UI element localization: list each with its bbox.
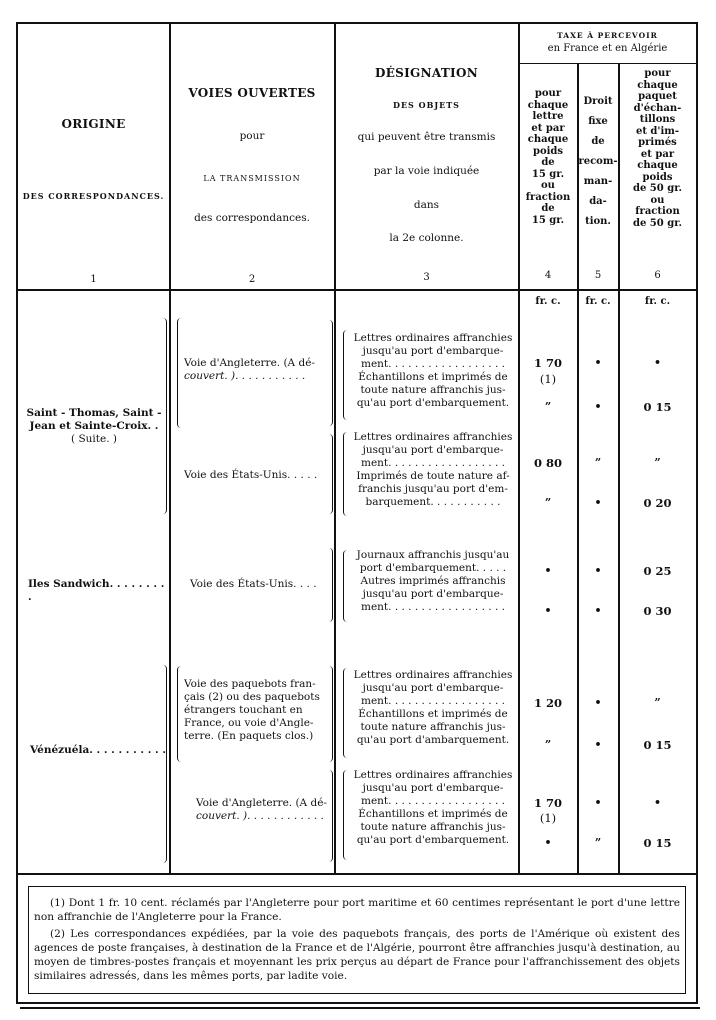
voie-paquebots: Voie des paquebots fran- çais (2) ou des paquebots étrangers touchant en France, ou voie d'Angle- terre. (En paquets clos.): [184, 678, 320, 742]
val-ven-a2-c4: ”: [544, 738, 552, 751]
val-ven-b1-c4b: (1): [539, 811, 557, 825]
voie-angleterre-2: Voie d'Angleterre. (A dé- couvert. ). . . . . . . . . . . .: [196, 797, 327, 822]
header-col5: Droit fixe de recom- man- da- tion.: [578, 96, 618, 227]
val-st-a2-c4: ”: [544, 400, 552, 413]
val-ven-b2-c5: ”: [594, 836, 602, 849]
voie-etats-unis-1: Voie des États-Unis. . . . .: [184, 469, 318, 481]
header-qui-peuvent: qui peuvent être transmis: [357, 131, 496, 143]
header-taxe-a-percevoir: TAXE À PERCEVOIR: [557, 31, 658, 40]
table-bottom-rule: [18, 873, 696, 875]
header-num-1: 1: [90, 274, 97, 285]
header-num-6: 6: [654, 270, 661, 281]
desig-sandwich: Journaux affranchis jusqu'au port d'embarquement. . . . . Autres imprimés affranchis jusqu'au port d'embarque- ment. . . . . . . . . . . . . . . . . .: [356, 549, 510, 613]
header-num-4: 4: [544, 270, 552, 281]
val-sw-1-c4: •: [544, 564, 552, 577]
val-st-b2-c5: •: [594, 496, 602, 509]
desig-st-thomas-a: Lettres ordinaires affranchies jusqu'au port d'embarque- ment. . . . . . . . . . . . . . . . . . Échantillons et imprimés de toute nature affranchis jus- qu'au port d'embarquement.: [353, 332, 513, 409]
val-st-a2-c6: 0 15: [643, 400, 672, 414]
voie-angleterre-1: Voie d'Angleterre. (A dé- couvert. ). . . . . . . . . . .: [184, 357, 315, 382]
frame-bottom: [16, 1002, 698, 1004]
header-voies-ouvertes: VOIES OUVERTES: [188, 86, 316, 100]
header-col6: pour chaque paquet d'échan- tillons et d'im- primés et par chaque poids de 50 gr. ou fraction de 50 gr.: [632, 68, 683, 229]
desig-venezuela-b: Lettres ordinaires affranchies jusqu'au port d'embarque- ment. . . . . . . . . . . . . . . . . . Échantillons et imprimés de toute nature affranchis jus- qu'au port d'embarquement.: [353, 769, 513, 846]
header-num-5: 5: [594, 270, 602, 281]
brace-voie-ven-b-right: [326, 770, 333, 862]
footnote-2: (2) Les correspondances expédiées, par la voie des paquebots français, des ports de l'Amérique où existent des agences de poste françaises, à destination de la France et de l'Algérie, pourront être affranchies jusqu'à destination, au moyen de timbres-postes français et moyennant les prix perçus au départ de France pour l'affranchissement des objets similaires adressés, dans les mêmes ports, par ladite voie.: [34, 928, 680, 982]
val-ven-a2-c6: 0 15: [643, 738, 672, 752]
header-pour: pour: [239, 130, 265, 142]
brace-voie-a: [177, 318, 184, 428]
frame-right: [696, 22, 698, 1004]
header-des-correspondances: DES CORRESPONDANCES.: [22, 191, 165, 201]
val-st-b2-c6: 0 20: [643, 496, 672, 510]
val-st-a1-c4b: (1): [539, 372, 557, 386]
val-st-a2-c5: •: [594, 400, 602, 413]
val-ven-b1-c5: •: [594, 796, 602, 809]
frame-bottom-shadow: [20, 1007, 700, 1009]
origin-venezuela: Vénézuéla. . . . . . . . . . .: [30, 744, 167, 756]
desig-venezuela-a: Lettres ordinaires affranchies jusqu'au port d'embarque- ment. . . . . . . . . . . . . . . . . . Échantillons et imprimés de toute nature affranchis jus- qu'au port d'ambarquement.: [353, 669, 513, 746]
val-st-a1-c4: 1 70: [533, 356, 562, 370]
footnote-1: (1) Dont 1 fr. 10 cent. réclamés par l'Angleterre pour port maritime et 60 centimes représentant le port d'une lettre non affranchie de l'Angleterre pour la France.: [34, 897, 680, 923]
val-st-a1-c6: •: [653, 356, 662, 369]
header-des-objets: DES OBJETS: [393, 100, 460, 110]
unit-col5: fr. c.: [585, 296, 611, 307]
unit-col6: fr. c.: [644, 296, 671, 307]
val-sw-2-c5: •: [594, 604, 602, 617]
desig-st-thomas-b: Lettres ordinaires affranchies jusqu'au port d'embarque- ment. . . . . . . . . . . . . . . . . . Imprimés de toute nature af- franchis jusqu'au port d'em- barquement. . . . . . . . . . .: [353, 431, 513, 508]
frame-left: [16, 22, 18, 1004]
header-col4: pour chaque lettre et par chaque poids de 15 gr. ou fraction de 15 gr.: [525, 88, 571, 226]
brace-voie-ven-a: [177, 666, 184, 762]
brace-voie-b-right: [326, 434, 333, 514]
frame-top: [16, 22, 697, 24]
taxe-rule: [519, 63, 696, 64]
val-ven-b2-c4: •: [544, 836, 552, 849]
brace-voie-a-right: [326, 320, 333, 426]
header-origine: ORIGINE: [61, 117, 126, 131]
val-st-a1-c5: •: [594, 356, 602, 369]
brace-st-thomas: [160, 318, 167, 514]
origin-sandwich: Iles Sandwich. . . . . . . . .: [28, 578, 165, 603]
header-la-2e-colonne: la 2e colonne.: [389, 232, 464, 244]
val-ven-a1-c4: 1 20: [533, 696, 562, 710]
val-ven-b1-c4: 1 70: [533, 796, 562, 810]
header-des-correspondances-2: des correspondances.: [194, 212, 310, 224]
brace-voie-ven-a-right: [326, 666, 333, 762]
voie-etats-unis-2: Voie des États-Unis. . . .: [190, 578, 317, 590]
val-st-b1-c5: ”: [594, 456, 602, 469]
val-sw-2-c4: •: [544, 604, 552, 617]
header-designation: DÉSIGNATION: [375, 66, 478, 80]
val-ven-b1-c6: •: [653, 796, 662, 809]
header-en-france: en France et en Algérie: [547, 43, 668, 54]
val-ven-a2-c5: •: [594, 738, 602, 751]
header-par-la-voie: par la voie indiquée: [373, 165, 480, 177]
header-dans: dans: [413, 199, 440, 211]
val-st-b1-c6: ”: [654, 456, 661, 469]
col-rule-2: [334, 24, 336, 874]
header-la-transmission: LA TRANSMISSION: [203, 174, 301, 183]
val-sw-1-c5: •: [594, 564, 602, 577]
header-rule: [18, 289, 696, 291]
val-st-b1-c4: 0 80: [533, 456, 562, 470]
val-ven-a1-c6: ”: [654, 696, 661, 709]
header-num-3: 3: [423, 272, 430, 283]
val-st-b2-c4: ”: [544, 496, 552, 509]
val-ven-a1-c5: •: [594, 696, 602, 709]
unit-col4: fr. c.: [535, 296, 561, 307]
val-sw-2-c6: 0 30: [643, 604, 672, 618]
brace-sandwich-right: [326, 548, 333, 622]
header-num-2: 2: [248, 274, 256, 285]
val-sw-1-c6: 0 25: [643, 564, 672, 578]
origin-st-thomas: Saint - Thomas, Saint - Jean et Sainte-Croix. . ( Suite. ): [26, 407, 162, 445]
val-ven-b2-c6: 0 15: [643, 836, 672, 850]
brace-venezuela: [160, 665, 167, 863]
